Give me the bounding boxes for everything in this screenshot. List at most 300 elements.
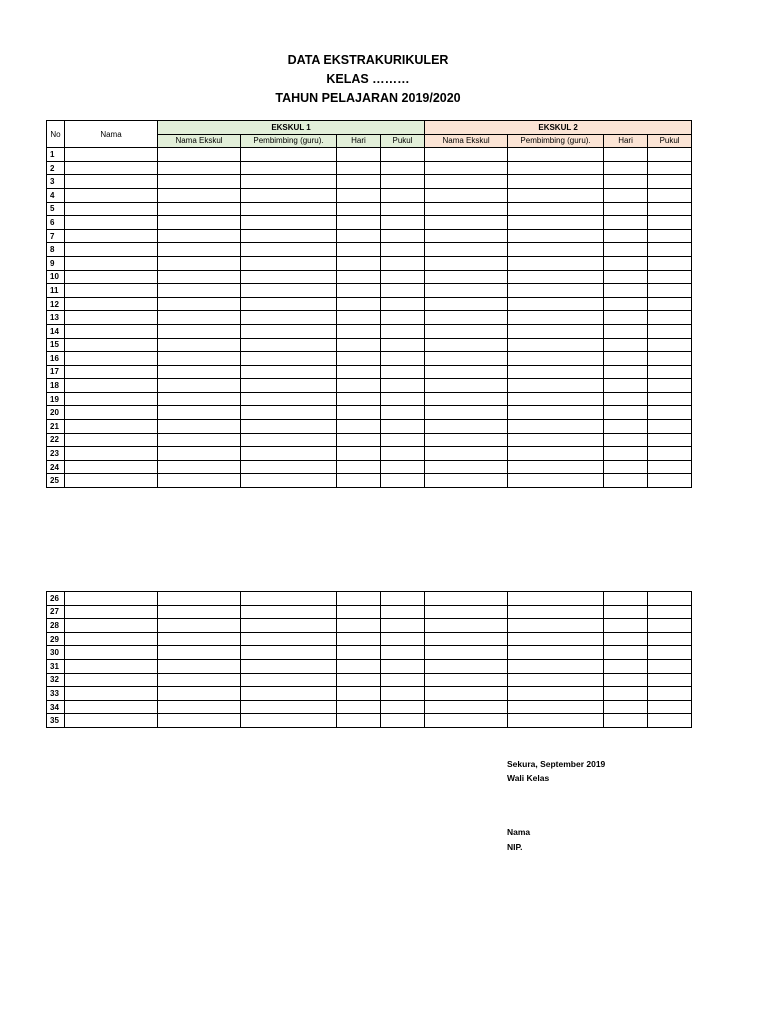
e1-pembimbing-cell[interactable] xyxy=(241,202,337,216)
e2-hari-cell[interactable] xyxy=(604,148,648,162)
e1-hari-cell[interactable] xyxy=(337,460,381,474)
e1-pembimbing-cell[interactable] xyxy=(241,619,337,633)
e2-pembimbing-cell[interactable] xyxy=(508,687,604,701)
e1-pukul-cell[interactable] xyxy=(381,632,425,646)
e2-hari-cell[interactable] xyxy=(604,659,648,673)
e2-nama-ekskul-cell[interactable] xyxy=(425,188,508,202)
e2-hari-cell[interactable] xyxy=(604,460,648,474)
e1-nama-ekskul-cell[interactable] xyxy=(158,687,241,701)
e1-nama-ekskul-cell[interactable] xyxy=(158,605,241,619)
e2-hari-cell[interactable] xyxy=(604,338,648,352)
e2-pukul-cell[interactable] xyxy=(648,433,692,447)
e1-pembimbing-cell[interactable] xyxy=(241,284,337,298)
e1-hari-cell[interactable] xyxy=(337,433,381,447)
e2-pukul-cell[interactable] xyxy=(648,175,692,189)
e1-pembimbing-cell[interactable] xyxy=(241,365,337,379)
e1-pembimbing-cell[interactable] xyxy=(241,161,337,175)
e2-pukul-cell[interactable] xyxy=(648,352,692,366)
e1-hari-cell[interactable] xyxy=(337,216,381,230)
e2-nama-ekskul-cell[interactable] xyxy=(425,619,508,633)
e2-pembimbing-cell[interactable] xyxy=(508,605,604,619)
e1-hari-cell[interactable] xyxy=(337,338,381,352)
e2-hari-cell[interactable] xyxy=(604,433,648,447)
e1-pembimbing-cell[interactable] xyxy=(241,687,337,701)
e1-pembimbing-cell[interactable] xyxy=(241,297,337,311)
e1-pukul-cell[interactable] xyxy=(381,687,425,701)
e1-nama-ekskul-cell[interactable] xyxy=(158,324,241,338)
e2-pukul-cell[interactable] xyxy=(648,148,692,162)
e2-nama-ekskul-cell[interactable] xyxy=(425,229,508,243)
e2-nama-ekskul-cell[interactable] xyxy=(425,148,508,162)
e1-pukul-cell[interactable] xyxy=(381,392,425,406)
e2-pembimbing-cell[interactable] xyxy=(508,270,604,284)
e2-nama-ekskul-cell[interactable] xyxy=(425,474,508,488)
e2-nama-ekskul-cell[interactable] xyxy=(425,379,508,393)
e2-hari-cell[interactable] xyxy=(604,447,648,461)
e2-pembimbing-cell[interactable] xyxy=(508,188,604,202)
e2-pukul-cell[interactable] xyxy=(648,202,692,216)
e2-pembimbing-cell[interactable] xyxy=(508,460,604,474)
nama-cell[interactable] xyxy=(65,646,158,660)
nama-cell[interactable] xyxy=(65,474,158,488)
e1-pembimbing-cell[interactable] xyxy=(241,406,337,420)
e2-pembimbing-cell[interactable] xyxy=(508,229,604,243)
nama-cell[interactable] xyxy=(65,379,158,393)
e1-pembimbing-cell[interactable] xyxy=(241,420,337,434)
e2-pukul-cell[interactable] xyxy=(648,229,692,243)
e1-nama-ekskul-cell[interactable] xyxy=(158,202,241,216)
e2-pembimbing-cell[interactable] xyxy=(508,161,604,175)
e2-pembimbing-cell[interactable] xyxy=(508,324,604,338)
e2-hari-cell[interactable] xyxy=(604,474,648,488)
e2-pukul-cell[interactable] xyxy=(648,243,692,257)
e1-nama-ekskul-cell[interactable] xyxy=(158,632,241,646)
e2-pembimbing-cell[interactable] xyxy=(508,243,604,257)
e1-pukul-cell[interactable] xyxy=(381,447,425,461)
e1-hari-cell[interactable] xyxy=(337,175,381,189)
e2-nama-ekskul-cell[interactable] xyxy=(425,447,508,461)
e1-pembimbing-cell[interactable] xyxy=(241,592,337,606)
e1-hari-cell[interactable] xyxy=(337,592,381,606)
e1-hari-cell[interactable] xyxy=(337,420,381,434)
e2-nama-ekskul-cell[interactable] xyxy=(425,673,508,687)
e2-nama-ekskul-cell[interactable] xyxy=(425,243,508,257)
e1-pembimbing-cell[interactable] xyxy=(241,632,337,646)
e2-pembimbing-cell[interactable] xyxy=(508,392,604,406)
e2-nama-ekskul-cell[interactable] xyxy=(425,297,508,311)
e1-hari-cell[interactable] xyxy=(337,161,381,175)
nama-cell[interactable] xyxy=(65,420,158,434)
e2-nama-ekskul-cell[interactable] xyxy=(425,352,508,366)
e2-nama-ekskul-cell[interactable] xyxy=(425,460,508,474)
e2-nama-ekskul-cell[interactable] xyxy=(425,365,508,379)
e2-pembimbing-cell[interactable] xyxy=(508,216,604,230)
e1-pukul-cell[interactable] xyxy=(381,324,425,338)
e2-pembimbing-cell[interactable] xyxy=(508,646,604,660)
e1-pukul-cell[interactable] xyxy=(381,188,425,202)
nama-cell[interactable] xyxy=(65,406,158,420)
e1-nama-ekskul-cell[interactable] xyxy=(158,148,241,162)
e1-nama-ekskul-cell[interactable] xyxy=(158,659,241,673)
e2-pembimbing-cell[interactable] xyxy=(508,338,604,352)
e2-nama-ekskul-cell[interactable] xyxy=(425,406,508,420)
e1-pembimbing-cell[interactable] xyxy=(241,433,337,447)
e1-nama-ekskul-cell[interactable] xyxy=(158,256,241,270)
e2-nama-ekskul-cell[interactable] xyxy=(425,714,508,728)
e1-hari-cell[interactable] xyxy=(337,379,381,393)
e2-nama-ekskul-cell[interactable] xyxy=(425,202,508,216)
e2-pukul-cell[interactable] xyxy=(648,297,692,311)
e1-nama-ekskul-cell[interactable] xyxy=(158,460,241,474)
e2-hari-cell[interactable] xyxy=(604,229,648,243)
e1-nama-ekskul-cell[interactable] xyxy=(158,229,241,243)
e2-pembimbing-cell[interactable] xyxy=(508,447,604,461)
e1-nama-ekskul-cell[interactable] xyxy=(158,474,241,488)
e1-pembimbing-cell[interactable] xyxy=(241,700,337,714)
e1-hari-cell[interactable] xyxy=(337,324,381,338)
e2-pembimbing-cell[interactable] xyxy=(508,700,604,714)
e1-hari-cell[interactable] xyxy=(337,270,381,284)
e2-pembimbing-cell[interactable] xyxy=(508,256,604,270)
e2-pukul-cell[interactable] xyxy=(648,460,692,474)
e2-hari-cell[interactable] xyxy=(604,379,648,393)
e2-hari-cell[interactable] xyxy=(604,188,648,202)
e1-nama-ekskul-cell[interactable] xyxy=(158,216,241,230)
e1-pukul-cell[interactable] xyxy=(381,659,425,673)
e1-nama-ekskul-cell[interactable] xyxy=(158,592,241,606)
e1-pukul-cell[interactable] xyxy=(381,297,425,311)
nama-cell[interactable] xyxy=(65,659,158,673)
e2-pukul-cell[interactable] xyxy=(648,284,692,298)
e1-hari-cell[interactable] xyxy=(337,619,381,633)
e2-pembimbing-cell[interactable] xyxy=(508,474,604,488)
e2-pukul-cell[interactable] xyxy=(648,338,692,352)
nama-cell[interactable] xyxy=(65,460,158,474)
e1-nama-ekskul-cell[interactable] xyxy=(158,379,241,393)
e2-nama-ekskul-cell[interactable] xyxy=(425,687,508,701)
e2-pukul-cell[interactable] xyxy=(648,324,692,338)
e1-pukul-cell[interactable] xyxy=(381,256,425,270)
e1-pukul-cell[interactable] xyxy=(381,592,425,606)
e1-pembimbing-cell[interactable] xyxy=(241,256,337,270)
e2-pembimbing-cell[interactable] xyxy=(508,659,604,673)
e2-pukul-cell[interactable] xyxy=(648,420,692,434)
e1-hari-cell[interactable] xyxy=(337,352,381,366)
e1-pukul-cell[interactable] xyxy=(381,673,425,687)
e2-pukul-cell[interactable] xyxy=(648,216,692,230)
e1-nama-ekskul-cell[interactable] xyxy=(158,338,241,352)
e1-nama-ekskul-cell[interactable] xyxy=(158,646,241,660)
e2-pukul-cell[interactable] xyxy=(648,447,692,461)
nama-cell[interactable] xyxy=(65,632,158,646)
e1-hari-cell[interactable] xyxy=(337,148,381,162)
e2-pukul-cell[interactable] xyxy=(648,646,692,660)
e2-pukul-cell[interactable] xyxy=(648,379,692,393)
nama-cell[interactable] xyxy=(65,270,158,284)
e1-nama-ekskul-cell[interactable] xyxy=(158,297,241,311)
e1-pembimbing-cell[interactable] xyxy=(241,714,337,728)
nama-cell[interactable] xyxy=(65,216,158,230)
e2-pembimbing-cell[interactable] xyxy=(508,673,604,687)
e2-pembimbing-cell[interactable] xyxy=(508,284,604,298)
e1-hari-cell[interactable] xyxy=(337,700,381,714)
e1-hari-cell[interactable] xyxy=(337,406,381,420)
nama-cell[interactable] xyxy=(65,700,158,714)
e1-hari-cell[interactable] xyxy=(337,311,381,325)
nama-cell[interactable] xyxy=(65,714,158,728)
e2-pembimbing-cell[interactable] xyxy=(508,433,604,447)
e1-nama-ekskul-cell[interactable] xyxy=(158,243,241,257)
nama-cell[interactable] xyxy=(65,365,158,379)
e2-hari-cell[interactable] xyxy=(604,714,648,728)
e1-hari-cell[interactable] xyxy=(337,687,381,701)
e1-pembimbing-cell[interactable] xyxy=(241,148,337,162)
e2-pukul-cell[interactable] xyxy=(648,392,692,406)
nama-cell[interactable] xyxy=(65,175,158,189)
e1-pukul-cell[interactable] xyxy=(381,474,425,488)
e1-hari-cell[interactable] xyxy=(337,632,381,646)
nama-cell[interactable] xyxy=(65,148,158,162)
e1-hari-cell[interactable] xyxy=(337,392,381,406)
e2-nama-ekskul-cell[interactable] xyxy=(425,646,508,660)
e1-pembimbing-cell[interactable] xyxy=(241,352,337,366)
e2-hari-cell[interactable] xyxy=(604,324,648,338)
e2-hari-cell[interactable] xyxy=(604,619,648,633)
e2-hari-cell[interactable] xyxy=(604,243,648,257)
e1-pembimbing-cell[interactable] xyxy=(241,243,337,257)
e2-hari-cell[interactable] xyxy=(604,605,648,619)
e2-pembimbing-cell[interactable] xyxy=(508,406,604,420)
e1-pukul-cell[interactable] xyxy=(381,365,425,379)
e2-hari-cell[interactable] xyxy=(604,632,648,646)
e1-hari-cell[interactable] xyxy=(337,229,381,243)
e2-pukul-cell[interactable] xyxy=(648,161,692,175)
e2-pembimbing-cell[interactable] xyxy=(508,175,604,189)
nama-cell[interactable] xyxy=(65,392,158,406)
e2-nama-ekskul-cell[interactable] xyxy=(425,175,508,189)
e1-nama-ekskul-cell[interactable] xyxy=(158,700,241,714)
e1-pukul-cell[interactable] xyxy=(381,311,425,325)
e2-hari-cell[interactable] xyxy=(604,365,648,379)
e1-hari-cell[interactable] xyxy=(337,284,381,298)
e1-pembimbing-cell[interactable] xyxy=(241,460,337,474)
e2-hari-cell[interactable] xyxy=(604,406,648,420)
e1-hari-cell[interactable] xyxy=(337,659,381,673)
nama-cell[interactable] xyxy=(65,229,158,243)
e1-nama-ekskul-cell[interactable] xyxy=(158,175,241,189)
e1-pembimbing-cell[interactable] xyxy=(241,392,337,406)
e1-pukul-cell[interactable] xyxy=(381,460,425,474)
nama-cell[interactable] xyxy=(65,592,158,606)
e2-hari-cell[interactable] xyxy=(604,673,648,687)
e2-nama-ekskul-cell[interactable] xyxy=(425,270,508,284)
e1-hari-cell[interactable] xyxy=(337,188,381,202)
e2-pembimbing-cell[interactable] xyxy=(508,311,604,325)
nama-cell[interactable] xyxy=(65,619,158,633)
e2-hari-cell[interactable] xyxy=(604,392,648,406)
e1-hari-cell[interactable] xyxy=(337,447,381,461)
e2-hari-cell[interactable] xyxy=(604,700,648,714)
e1-pukul-cell[interactable] xyxy=(381,433,425,447)
e1-nama-ekskul-cell[interactable] xyxy=(158,714,241,728)
e1-pukul-cell[interactable] xyxy=(381,338,425,352)
e2-hari-cell[interactable] xyxy=(604,284,648,298)
e1-pembimbing-cell[interactable] xyxy=(241,175,337,189)
e1-hari-cell[interactable] xyxy=(337,202,381,216)
e1-pukul-cell[interactable] xyxy=(381,619,425,633)
e2-hari-cell[interactable] xyxy=(604,297,648,311)
e2-pukul-cell[interactable] xyxy=(648,700,692,714)
e1-pukul-cell[interactable] xyxy=(381,284,425,298)
e2-pukul-cell[interactable] xyxy=(648,687,692,701)
e2-nama-ekskul-cell[interactable] xyxy=(425,632,508,646)
e2-nama-ekskul-cell[interactable] xyxy=(425,256,508,270)
e2-pukul-cell[interactable] xyxy=(648,270,692,284)
e2-hari-cell[interactable] xyxy=(604,687,648,701)
nama-cell[interactable] xyxy=(65,687,158,701)
e1-pukul-cell[interactable] xyxy=(381,714,425,728)
e2-pukul-cell[interactable] xyxy=(648,659,692,673)
e2-hari-cell[interactable] xyxy=(604,352,648,366)
e2-nama-ekskul-cell[interactable] xyxy=(425,605,508,619)
e1-nama-ekskul-cell[interactable] xyxy=(158,447,241,461)
e1-pembimbing-cell[interactable] xyxy=(241,447,337,461)
nama-cell[interactable] xyxy=(65,338,158,352)
e2-pembimbing-cell[interactable] xyxy=(508,379,604,393)
nama-cell[interactable] xyxy=(65,188,158,202)
e1-pembimbing-cell[interactable] xyxy=(241,216,337,230)
e2-nama-ekskul-cell[interactable] xyxy=(425,311,508,325)
e1-hari-cell[interactable] xyxy=(337,297,381,311)
e2-hari-cell[interactable] xyxy=(604,256,648,270)
e1-pembimbing-cell[interactable] xyxy=(241,646,337,660)
e2-nama-ekskul-cell[interactable] xyxy=(425,284,508,298)
nama-cell[interactable] xyxy=(65,352,158,366)
nama-cell[interactable] xyxy=(65,243,158,257)
nama-cell[interactable] xyxy=(65,311,158,325)
e1-nama-ekskul-cell[interactable] xyxy=(158,270,241,284)
e2-pukul-cell[interactable] xyxy=(648,188,692,202)
e1-nama-ekskul-cell[interactable] xyxy=(158,673,241,687)
e1-pukul-cell[interactable] xyxy=(381,148,425,162)
e2-pukul-cell[interactable] xyxy=(648,256,692,270)
e2-hari-cell[interactable] xyxy=(604,270,648,284)
e2-pembimbing-cell[interactable] xyxy=(508,202,604,216)
e1-pukul-cell[interactable] xyxy=(381,379,425,393)
e1-nama-ekskul-cell[interactable] xyxy=(158,161,241,175)
e1-pembimbing-cell[interactable] xyxy=(241,324,337,338)
e1-nama-ekskul-cell[interactable] xyxy=(158,188,241,202)
e1-hari-cell[interactable] xyxy=(337,646,381,660)
nama-cell[interactable] xyxy=(65,161,158,175)
e1-pembimbing-cell[interactable] xyxy=(241,474,337,488)
e2-pukul-cell[interactable] xyxy=(648,592,692,606)
e1-pukul-cell[interactable] xyxy=(381,161,425,175)
e1-hari-cell[interactable] xyxy=(337,714,381,728)
e1-pukul-cell[interactable] xyxy=(381,202,425,216)
e1-nama-ekskul-cell[interactable] xyxy=(158,619,241,633)
e1-pembimbing-cell[interactable] xyxy=(241,311,337,325)
e1-pembimbing-cell[interactable] xyxy=(241,379,337,393)
e2-pembimbing-cell[interactable] xyxy=(508,592,604,606)
e2-pukul-cell[interactable] xyxy=(648,714,692,728)
e2-pukul-cell[interactable] xyxy=(648,311,692,325)
e2-hari-cell[interactable] xyxy=(604,216,648,230)
e1-nama-ekskul-cell[interactable] xyxy=(158,420,241,434)
e1-pukul-cell[interactable] xyxy=(381,605,425,619)
e1-nama-ekskul-cell[interactable] xyxy=(158,406,241,420)
nama-cell[interactable] xyxy=(65,673,158,687)
e2-pembimbing-cell[interactable] xyxy=(508,352,604,366)
e2-pembimbing-cell[interactable] xyxy=(508,365,604,379)
nama-cell[interactable] xyxy=(65,605,158,619)
e2-nama-ekskul-cell[interactable] xyxy=(425,338,508,352)
e1-pukul-cell[interactable] xyxy=(381,216,425,230)
e2-nama-ekskul-cell[interactable] xyxy=(425,420,508,434)
e1-nama-ekskul-cell[interactable] xyxy=(158,392,241,406)
e2-hari-cell[interactable] xyxy=(604,161,648,175)
e1-pukul-cell[interactable] xyxy=(381,420,425,434)
e1-hari-cell[interactable] xyxy=(337,673,381,687)
e1-nama-ekskul-cell[interactable] xyxy=(158,365,241,379)
e1-hari-cell[interactable] xyxy=(337,365,381,379)
nama-cell[interactable] xyxy=(65,433,158,447)
nama-cell[interactable] xyxy=(65,202,158,216)
e1-pukul-cell[interactable] xyxy=(381,646,425,660)
e2-pukul-cell[interactable] xyxy=(648,619,692,633)
e1-nama-ekskul-cell[interactable] xyxy=(158,311,241,325)
e1-hari-cell[interactable] xyxy=(337,605,381,619)
e1-pembimbing-cell[interactable] xyxy=(241,673,337,687)
e2-nama-ekskul-cell[interactable] xyxy=(425,324,508,338)
e1-pembimbing-cell[interactable] xyxy=(241,188,337,202)
nama-cell[interactable] xyxy=(65,447,158,461)
e1-hari-cell[interactable] xyxy=(337,243,381,257)
e2-pembimbing-cell[interactable] xyxy=(508,297,604,311)
e1-hari-cell[interactable] xyxy=(337,474,381,488)
e1-pembimbing-cell[interactable] xyxy=(241,338,337,352)
e1-pembimbing-cell[interactable] xyxy=(241,659,337,673)
e1-nama-ekskul-cell[interactable] xyxy=(158,352,241,366)
e2-pukul-cell[interactable] xyxy=(648,365,692,379)
e2-nama-ekskul-cell[interactable] xyxy=(425,592,508,606)
e2-hari-cell[interactable] xyxy=(604,202,648,216)
e2-nama-ekskul-cell[interactable] xyxy=(425,700,508,714)
e1-pembimbing-cell[interactable] xyxy=(241,605,337,619)
e1-pembimbing-cell[interactable] xyxy=(241,229,337,243)
e1-nama-ekskul-cell[interactable] xyxy=(158,433,241,447)
e2-hari-cell[interactable] xyxy=(604,420,648,434)
e2-pukul-cell[interactable] xyxy=(648,474,692,488)
e1-pembimbing-cell[interactable] xyxy=(241,270,337,284)
e1-pukul-cell[interactable] xyxy=(381,700,425,714)
e2-pembimbing-cell[interactable] xyxy=(508,420,604,434)
e2-pembimbing-cell[interactable] xyxy=(508,619,604,633)
e2-nama-ekskul-cell[interactable] xyxy=(425,161,508,175)
e1-pukul-cell[interactable] xyxy=(381,175,425,189)
nama-cell[interactable] xyxy=(65,284,158,298)
e1-hari-cell[interactable] xyxy=(337,256,381,270)
e1-pukul-cell[interactable] xyxy=(381,243,425,257)
e1-nama-ekskul-cell[interactable] xyxy=(158,284,241,298)
e2-nama-ekskul-cell[interactable] xyxy=(425,392,508,406)
e2-nama-ekskul-cell[interactable] xyxy=(425,433,508,447)
e2-hari-cell[interactable] xyxy=(604,592,648,606)
e1-pukul-cell[interactable] xyxy=(381,270,425,284)
e2-pukul-cell[interactable] xyxy=(648,673,692,687)
e2-hari-cell[interactable] xyxy=(604,175,648,189)
nama-cell[interactable] xyxy=(65,297,158,311)
